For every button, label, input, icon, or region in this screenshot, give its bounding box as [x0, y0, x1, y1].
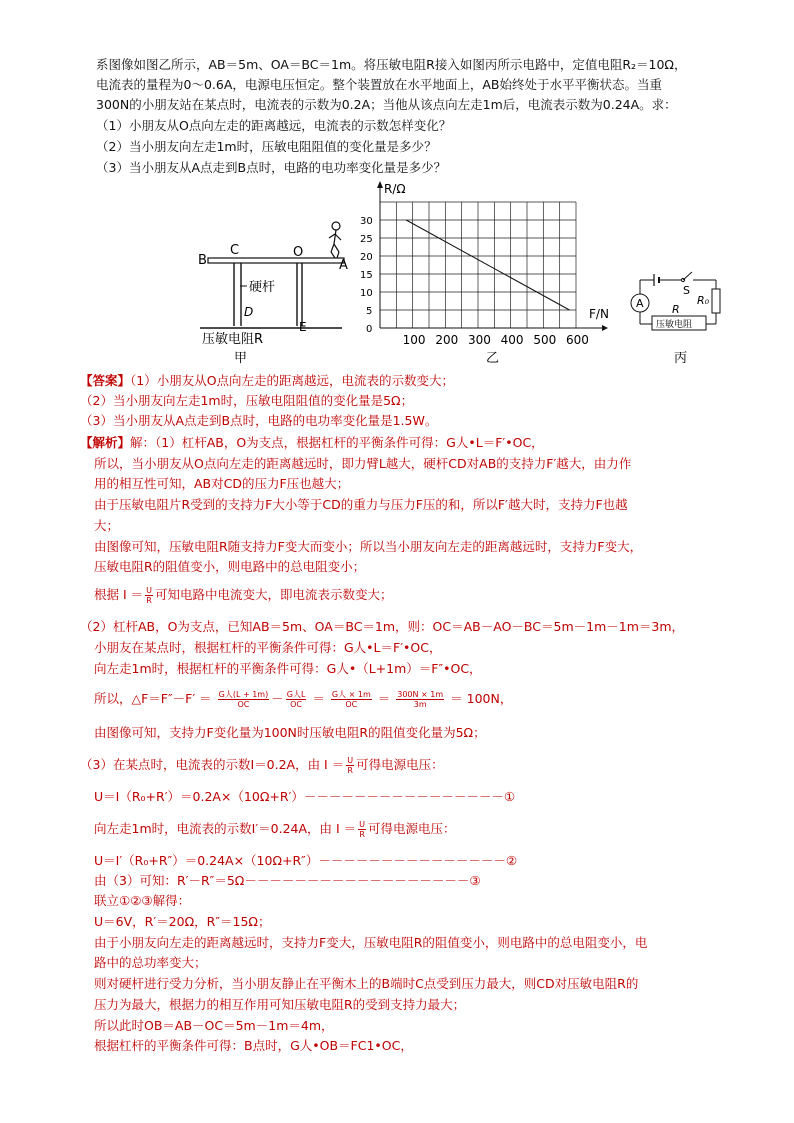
label-ammeter: A: [636, 297, 644, 310]
x-tick-label: 600: [566, 333, 589, 347]
formula-i-u-r-2: $\frac{U}{R}$: [347, 756, 354, 775]
formula-i-u-r-3: $\frac{U}{R}$: [359, 820, 366, 839]
x-tick-label: 200: [435, 333, 459, 347]
resistor-r0: [712, 289, 720, 313]
fraction-2: $\frac{\text{G人L}}{OC}$: [286, 690, 306, 709]
analysis-p1-2: 所以，当小朋友从O点向左走的距离越远时，即力臂L越大，硬杆CD对AB的支持力F′越大，由力作: [94, 456, 632, 471]
y-tick-label: 15: [360, 270, 373, 281]
analysis-p3-10: 则对硬杆进行受力分析，当小朋友静止在平衡木上的B端时C点受到压力最大，则CD对压敏电阻R的: [94, 976, 639, 991]
label-o: O: [293, 245, 304, 260]
analysis-tag: 【解析】: [80, 435, 131, 450]
series-line: [406, 220, 569, 310]
y-tick-label: 25: [360, 234, 373, 245]
analysis-p2-3: 向左走1m时，根据杠杆的平衡条件可得：G人•（L+1m）＝F″•OC，: [94, 661, 482, 676]
analysis-p3-3b: 可得电源电压：: [368, 821, 456, 836]
chart-xlabel: F/N: [589, 307, 609, 321]
label-r: R: [672, 303, 680, 316]
y-axis-arrow: [377, 181, 383, 188]
answer-2: （2）当小朋友向左走1m时，压敏电阻阻值的变化量是5Ω；: [80, 393, 414, 408]
label-s: S: [683, 284, 690, 297]
label-d: D: [244, 305, 254, 319]
caption-yi: 乙: [486, 351, 500, 366]
analysis-p2-1: （2）杠杆AB，O为支点，已知AB＝5m、OA＝BC＝1m，则：OC＝AB－AO－BC＝5m－1m－1m＝3m，: [80, 619, 685, 634]
label-a: A: [339, 258, 348, 273]
switch-blade[interactable]: [683, 272, 692, 280]
analysis-p1-6: 由图像可知，压敏电阻R随支持力F变大而变小；所以当小朋友向左走的距离越远时，支持力F变大，: [94, 539, 643, 554]
label-c: C: [230, 243, 240, 258]
label-rod: 硬杆: [249, 280, 276, 295]
label-e: E: [299, 320, 307, 334]
answer-tag: 【答案】: [80, 373, 131, 388]
chart-ylabel: R/Ω: [384, 182, 406, 196]
x-tick-label: 400: [500, 333, 524, 347]
label-r0: R₀: [697, 294, 710, 307]
analysis-p3-1a: （3）在某点时，电流表的示数I＝0.2A，由 I ＝: [80, 757, 345, 772]
y-tick-label: 5: [366, 306, 373, 317]
formula-i-u-r: $\frac{U}{R}$: [146, 586, 152, 605]
figure-yi-chart: [352, 180, 620, 366]
child-figure: [329, 222, 341, 258]
analysis-p3-8: 由于小朋友向左走的距离越远时，支持力F变大，压敏电阻R的阻值变小，则电路中的总电阻变小，电: [94, 935, 648, 950]
question-2: （2）当小朋友向左走1m时，压敏电阻阻值的变化量是多少？: [96, 139, 437, 154]
label-resistor: 压敏电阻R: [202, 332, 264, 347]
analysis-p3-9: 路中的总功率变大；: [94, 955, 207, 970]
label-b: B: [198, 253, 207, 268]
analysis-p1-5: 大；: [94, 518, 120, 533]
figure-bing-circuit: [620, 262, 728, 368]
analysis-p3-13: 根据杠杆的平衡条件可得：B点时，G人•OB＝FC1•OC，: [94, 1038, 413, 1053]
figure-jia: [192, 178, 362, 366]
label-box: 压敏电阻: [656, 320, 693, 330]
x-tick-label: 100: [402, 333, 426, 347]
question-1: （1）小朋友从O点向左走的距离越远，电流表的示数怎样变化？: [96, 118, 452, 133]
analysis-p3-12: 所以此时OB＝AB－OC＝5m－1m＝4m，: [94, 1018, 334, 1033]
analysis-p3-4: U＝I′（R₀+R″）＝0.24A×（10Ω+R″）－－－－－－－－－－－－－－－②: [94, 853, 518, 868]
analysis-p2-4: 所以，△F＝F″－F′ ＝ $\frac{\text{G人(L + 1m)}}{OC}$ － $\frac{\text{G人L}}{OC}$ ＝ $\frac{\text{G人 × 1m}}{OC}$ ＝ $\frac{300N \times 1m}{3m}$ ＝ 100N，: [94, 690, 513, 709]
y-tick-label: 0: [366, 324, 373, 335]
problem-line-3: 300N的小朋友站在某点时，电流表的示数为0.2A；当他从该点向左走1m后，电流表示数为0.24A。求：: [96, 97, 677, 112]
caption-jia: 甲: [234, 351, 248, 366]
y-tick-label: 30: [360, 216, 373, 227]
analysis-p3-7: U＝6V，R′＝20Ω，R″＝15Ω；: [94, 914, 271, 929]
fraction-4: $\frac{300N \times 1m}{3m}$: [397, 690, 444, 709]
analysis-p1-3: 用的相互性可知，AB对CD的压力F压也越大；: [94, 476, 350, 491]
analysis-p1-1: 解：（1）杠杆AB，O为支点，根据杠杆的平衡条件可得：G人•L＝F′•OC，: [130, 435, 544, 450]
analysis-p1-8b: 可知电路中电流变大，即电流表示数变大；: [155, 587, 393, 602]
x-axis-arrow: [602, 325, 608, 331]
analysis-p1-8a: 根据 I ＝: [94, 587, 144, 602]
analysis-p1-7: 压敏电阻R的阻值变小，则电路中的总电阻变小；: [94, 559, 366, 574]
caption-bing: 丙: [674, 351, 688, 366]
analysis-p3-11: 压力为最大，根据力的相互作用可知压敏电阻R的受到支持力最大；: [94, 997, 466, 1012]
analysis-p3-6: 联立①②③解得：: [94, 893, 191, 908]
fraction-1: $\frac{\text{G人(L + 1m)}}{OC}$: [218, 690, 269, 709]
y-tick-label: 20: [360, 252, 373, 263]
fraction-3: $\frac{\text{G人 × 1m}}{OC}$: [331, 690, 371, 709]
analysis-p1-4: 由于压敏电阻片R受到的支持力F大小等于CD的重力与压力F压的和，所以F′越大时，支持力F也越: [94, 497, 628, 512]
answer-3: （3）当小朋友从A点走到B点时，电路的电功率变化量是1.5W。: [80, 413, 438, 428]
x-tick-label: 300: [468, 333, 491, 347]
analysis-p2-5: 由图像可知，支持力F变化量为100N时压敏电阻R的阻值变化量为5Ω；: [94, 725, 486, 740]
question-3: （3）当小朋友从A点走到B点时，电路的电功率变化量是多少？: [96, 160, 447, 175]
analysis-p3-5: 由（3）可知：R′－R″＝5Ω－－－－－－－－－－－－－－－－－－③: [94, 873, 481, 888]
analysis-p3-3a: 向左走1m时，电流表的示数I′＝0.24A，由 I ＝: [94, 821, 357, 836]
problem-line-2: 电流表的量程为0～0.6A，电源电压恒定。整个装置放在水平地面上，AB始终处于水平平衡状态。当重: [96, 77, 663, 92]
analysis-p3-2: U＝I（R₀+R′）＝0.2A×（10Ω+R′）－－－－－－－－－－－－－－－－①: [94, 789, 516, 804]
answer-1: （1）小朋友从O点向左走的距离越远，电流表的示数变大；: [130, 373, 455, 388]
x-tick-label: 500: [533, 333, 557, 347]
analysis-p3-1b: 可得电源电压：: [356, 757, 444, 772]
analysis-p2-2: 小朋友在某点时，根据杠杆的平衡条件可得：G人•L＝F′•OC，: [94, 640, 442, 655]
beam-ab: [208, 258, 344, 263]
problem-line-1: 系图像如图乙所示，AB＝5m、OA＝BC＝1m。将压敏电阻R接入如图丙所示电路中，定值电阻R₂＝10Ω，: [96, 57, 687, 72]
y-tick-label: 10: [360, 288, 373, 299]
